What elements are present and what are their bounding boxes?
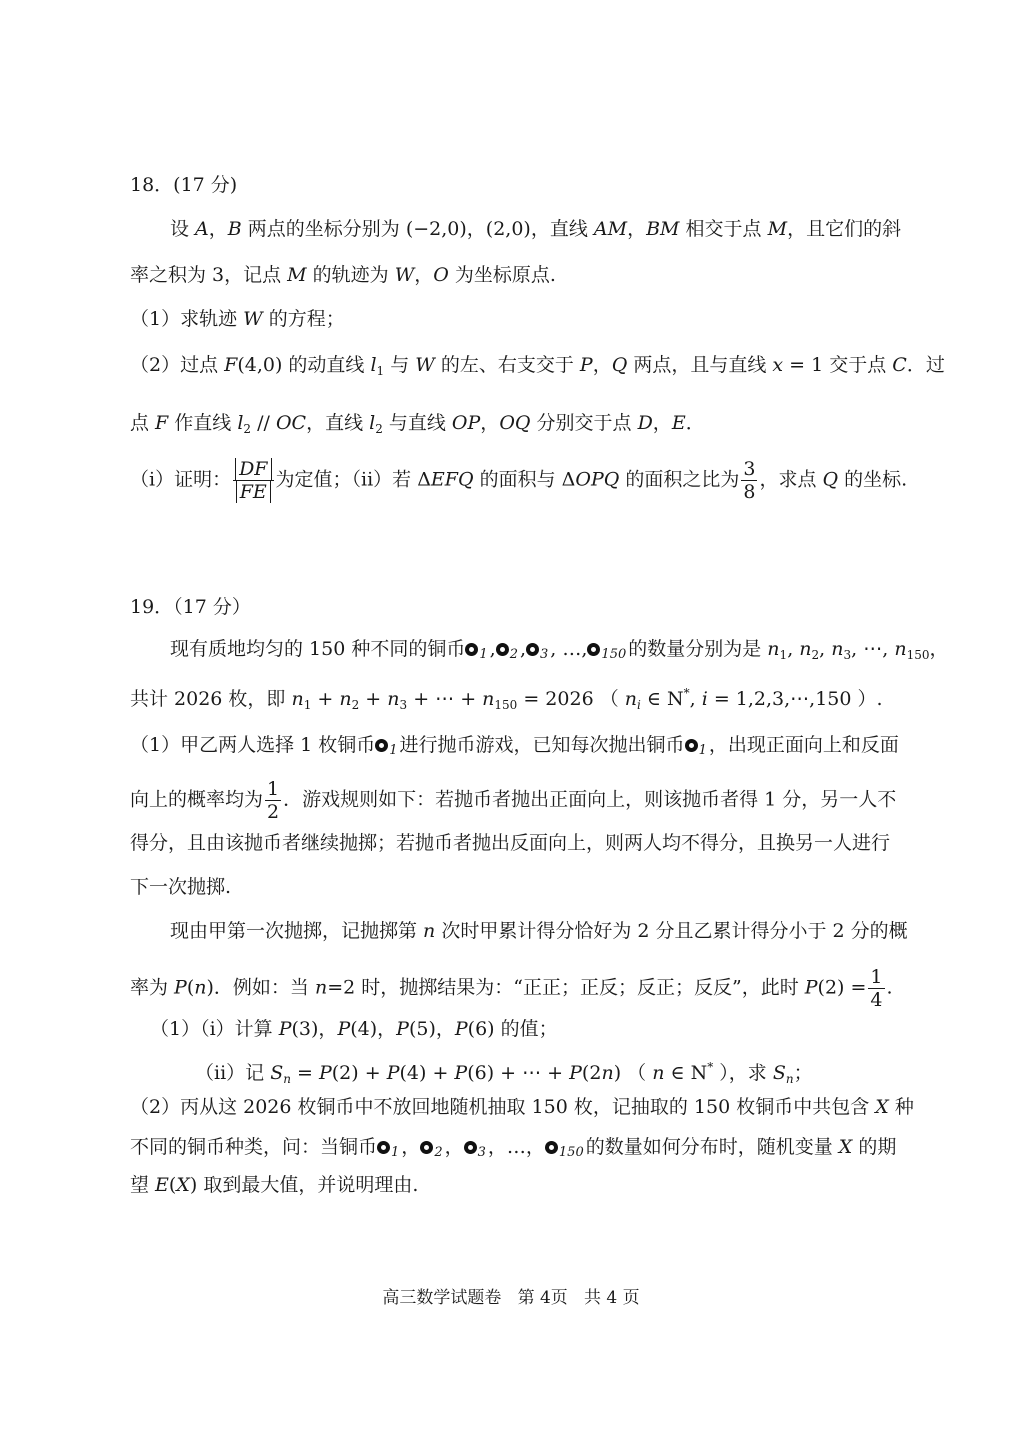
coin-icon: [375, 739, 388, 752]
q19-part1-line2: 向上的概率均为 $\frac{1}{2}$ ．游戏规则如下：若抛币者抛出正面向上，则该抛币者得 1 分，另一人不: [130, 778, 897, 823]
page-footer: 高三数学试题卷 第 4页 共 4 页: [382, 1288, 640, 1308]
q19-stem-line1: 现有质地均匀的 150 种不同的铜币 1 , 2 , 3 , …, 150 的数量分别为是 $n_1$, $n_2$, $n_3$, ⋯, $n_{150}$，: [170, 638, 949, 662]
q18-part2-sub: （i）证明： $\frac{DF}{FE}$ 为定值；（ii）若 ΔEFQ 的面积与 ΔOPQ 的面积之比为 $\frac{3}{8}$ ，求点 Q 的坐标.: [130, 458, 908, 503]
q19-sub-i: （1）（i）计算 P(3)，P(4)，P(5)，P(6) 的值；: [150, 1018, 558, 1040]
q18-header: 18．(17 分): [130, 174, 238, 196]
q19-sub-ii: （ii）记 $S_n = P(2) + P(4) + P(6)$ + ⋯ + P(2n) （ n ∈ N* ），求 $S_n$；: [195, 1060, 813, 1086]
q19-header: 19．（17 分）: [130, 596, 251, 618]
q19-para-line2: 率为 P(n)．例如：当 n=2 时，抛掷结果为：“正正；正反；反正；反反”，此时 P(2) = $\frac{1}{4}$ .: [130, 966, 893, 1011]
q19-part2-line1: （2）丙从这 2026 枚铜币中不放回地随机抽取 150 枚，记抽取的 150 枚铜币中共包含 X 种: [130, 1096, 914, 1118]
q19-part1-line4: 下一次抛掷.: [130, 876, 232, 898]
q19-part2-line2: 不同的铜币种类，问：当铜币 1 ， 2 ， 3 ，…， 150 的数量如何分布时，随机变量 X 的期: [130, 1136, 897, 1160]
q19-part1-line3: 得分，且由该抛币者继续抛掷；若抛币者抛出反面向上，则两人均不得分，且换另一人进行: [130, 832, 891, 854]
q18-part2-line1: （2）过点 F(4,0) 的动直线 $l_1$ 与 W 的左、右支交于 P，Q 两点，且与直线 x = 1 交于点 C．过: [130, 354, 945, 378]
q18-stem-line2: 率之积为 3，记点 M 的轨迹为 W，O 为坐标原点.: [130, 264, 556, 286]
coin-icon: [587, 643, 600, 656]
coin-icon: [496, 643, 509, 656]
coin-icon: [377, 1141, 390, 1154]
q18-stem-line1: 设 A，B 两点的坐标分别为 (−2,0)，(2,0)，直线 AM，BM 相交于点 M，且它们的斜: [170, 218, 902, 240]
coin-icon: [545, 1141, 558, 1154]
q19-stem-line2: 共计 2026 枚，即 $n_1 + n_2 + n_3$ + ⋯ + $n_{150} = 2026$ （ $n_i$ ∈ N*, i = 1,2,3,⋯,150 ）.: [130, 686, 883, 712]
coin-icon: [420, 1141, 433, 1154]
q18-part2-line2: 点 F 作直线 $l_2$ // OC，直线 $l_2$ 与直线 OP，OQ 分别交于点 D，E．: [130, 412, 705, 436]
coin-icon: [464, 1141, 477, 1154]
q19-para-line1: 现由甲第一次抛掷，记抛掷第 n 次时甲累计得分恰好为 2 分且乙累计得分小于 2 分的概: [170, 920, 908, 942]
q19-part2-line3: 望 E(X) 取到最大值，并说明理由.: [130, 1174, 419, 1196]
coin-icon: [685, 739, 698, 752]
coin-icon: [465, 643, 478, 656]
q18-part1: （1）求轨迹 W 的方程；: [130, 308, 345, 330]
q19-part1-line1: （1）甲乙两人选择 1 枚铜币 1 进行抛币游戏，已知每次抛出铜币 1 ，出现正面向上和反面: [130, 734, 899, 758]
coin-icon: [526, 643, 539, 656]
